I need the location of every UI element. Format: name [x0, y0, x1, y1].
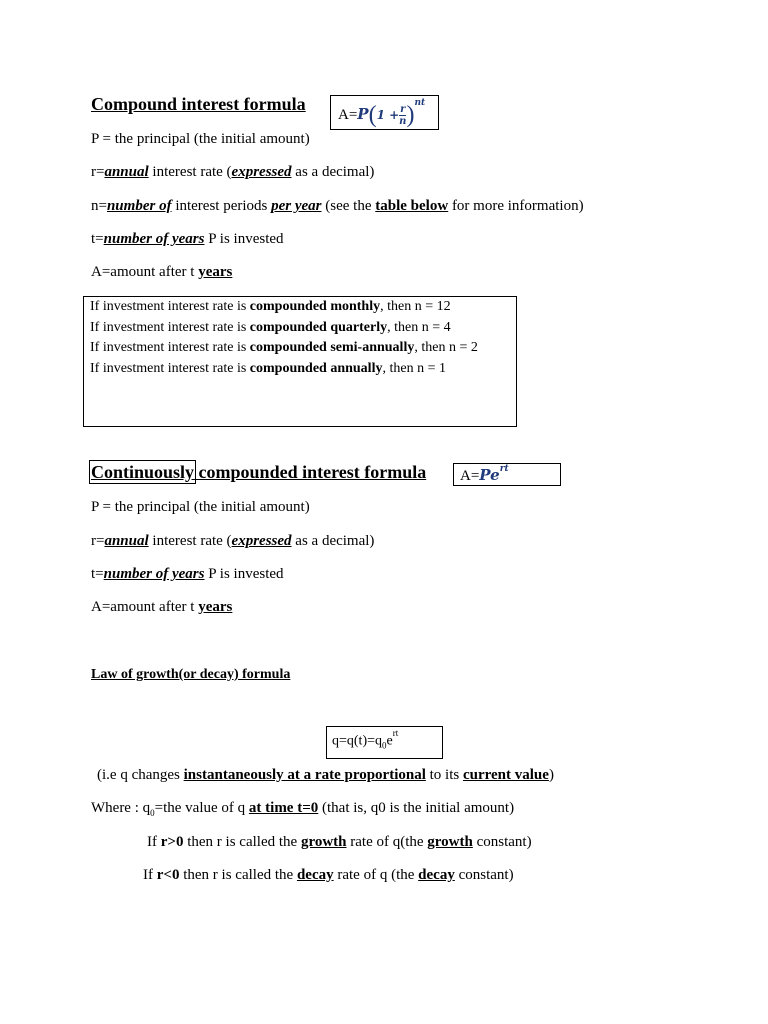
text-r-end: as a decimal) — [291, 533, 375, 549]
text-current-value: current value — [462, 767, 549, 783]
growth-where-line — [91, 800, 514, 818]
continuous-formula — [460, 466, 509, 485]
frequency-value: , then n = 2 — [414, 340, 478, 355]
text-years: years — [198, 599, 233, 615]
compound-a-definition — [91, 264, 232, 281]
frequency-term: compounded semi-annually — [249, 340, 415, 355]
text-r-prefix: r= — [91, 164, 105, 180]
text-ie-end: ) — [548, 767, 554, 783]
compound-t-definition — [91, 231, 284, 248]
text-annual: annual — [104, 164, 149, 180]
frequency-term: compounded quarterly — [249, 320, 388, 335]
text-where-end: (that is, q0 is the initial amount) — [318, 800, 515, 816]
continuous-t-definition — [91, 566, 284, 583]
text-instantaneously: instantaneously at a rate proportional — [183, 767, 426, 783]
formula-prefix: A= — [338, 106, 358, 123]
text-if-mid2: rate of q (the — [333, 867, 419, 883]
frequency-term: compounded annually — [249, 361, 383, 376]
text-expressed: expressed — [231, 533, 292, 549]
text-r-prefix: r= — [91, 533, 105, 549]
text-a-prefix: A=amount after t — [91, 599, 199, 615]
compound-n-definition — [91, 198, 584, 215]
formula-paren-open: ( — [368, 102, 377, 128]
continuous-p-definition: P = the principal (the initial amount) — [91, 499, 310, 515]
text-at-time-zero: at time t=0 — [248, 800, 319, 816]
text-if-mid2: rate of q(the — [346, 834, 428, 850]
text-t-end: P is invested — [204, 566, 284, 582]
frequency-pre: If investment interest rate is — [90, 299, 250, 314]
frequency-pre: If investment interest rate is — [90, 320, 250, 335]
text-if-mid: then r is called the — [179, 867, 297, 883]
text-annual: annual — [104, 533, 149, 549]
text-t-prefix: t= — [91, 231, 104, 247]
frequency-value: , then n = 1 — [382, 361, 446, 376]
formula-exponent: rt — [392, 728, 399, 738]
formula-principal: P — [357, 104, 369, 123]
text-where-sub: 0 — [150, 808, 155, 818]
text-number-of: number of — [106, 198, 172, 214]
text-per-year: per year — [271, 198, 322, 214]
text-if-pre: If — [143, 867, 157, 883]
text-t-end: P is invested — [204, 231, 284, 247]
formula-subscript: 0 — [382, 740, 387, 751]
compound-formula-box — [330, 95, 439, 130]
formula-paren-close: ) — [406, 102, 415, 128]
compounding-frequency-box — [83, 296, 517, 427]
formula-main: q=q(t)=q — [332, 733, 383, 749]
text-r-end: as a decimal) — [291, 164, 375, 180]
continuous-a-definition — [91, 599, 232, 616]
formula-exponent: rt — [499, 464, 509, 474]
text-expressed: expressed — [231, 164, 292, 180]
text-growth: growth — [427, 834, 473, 850]
frequency-term: compounded monthly — [249, 299, 381, 314]
text-where-mid: =the value of q — [154, 800, 249, 816]
text-number-of-years: number of years — [103, 566, 205, 582]
formula-e: e — [386, 733, 393, 749]
text-r-mid: interest rate ( — [148, 533, 232, 549]
compound-p-definition: P = the principal (the initial amount) — [91, 131, 310, 147]
growth-law-heading: Law of growth(or decay) formula — [91, 667, 291, 682]
text-table-below: table below — [375, 198, 449, 214]
text-decay: decay — [296, 867, 334, 883]
frequency-line-monthly — [90, 299, 451, 315]
growth-formula — [332, 728, 399, 751]
continuous-title-rest: compounded interest formula — [194, 462, 427, 482]
text-growth: growth — [300, 834, 347, 850]
text-ie-mid: to its — [425, 767, 463, 783]
frequency-pre: If investment interest rate is — [90, 340, 250, 355]
text-number-of-years: number of years — [103, 231, 205, 247]
text-n-end: for more information) — [448, 198, 584, 214]
frequency-value: , then n = 12 — [380, 299, 451, 314]
text-ie-pre: (i.e q changes — [97, 767, 184, 783]
growth-ie-line — [97, 767, 554, 784]
text-condition-positive: r>0 — [160, 834, 184, 850]
text-n-see: (see the — [321, 198, 376, 214]
formula-exponent: nt — [414, 97, 426, 108]
text-n-mid: interest periods — [171, 198, 272, 214]
text-years: years — [198, 264, 233, 280]
text-a-prefix: A=amount after t — [91, 264, 199, 280]
text-if-mid: then r is called the — [183, 834, 301, 850]
text-decay: decay — [418, 867, 455, 883]
text-r-mid: interest rate ( — [148, 164, 232, 180]
continuous-interest-heading — [91, 462, 426, 483]
frequency-line-semi-annually — [90, 340, 478, 356]
text-if-end: constant) — [472, 834, 532, 850]
text-condition-negative: r<0 — [156, 867, 180, 883]
frequency-pre: If investment interest rate is — [90, 361, 250, 376]
frequency-line-annually — [90, 361, 446, 377]
compound-formula — [338, 97, 426, 129]
continuously-word: Continuously — [91, 462, 195, 482]
continuous-r-definition — [91, 533, 374, 550]
formula-prefix: A= — [460, 468, 480, 484]
compound-r-definition — [91, 164, 374, 181]
continuous-formula-box — [453, 463, 561, 486]
formula-fraction-numerator: r — [400, 104, 406, 115]
frequency-line-quarterly — [90, 320, 451, 336]
formula-fraction-denominator: n — [399, 116, 407, 127]
compound-interest-heading: Compound interest formula — [91, 94, 306, 114]
frequency-value: , then n = 4 — [387, 320, 451, 335]
formula-one-plus: 1 + — [376, 107, 400, 122]
growth-formula-box — [326, 726, 443, 759]
text-if-pre: If — [147, 834, 161, 850]
growth-negative-line — [143, 867, 514, 884]
text-where-pre: Where : q — [91, 800, 151, 816]
text-if-end: constant) — [454, 867, 514, 883]
growth-positive-line — [147, 834, 532, 851]
text-n-prefix: n= — [91, 198, 107, 214]
formula-pe: Pe — [479, 466, 500, 484]
text-t-prefix: t= — [91, 566, 104, 582]
